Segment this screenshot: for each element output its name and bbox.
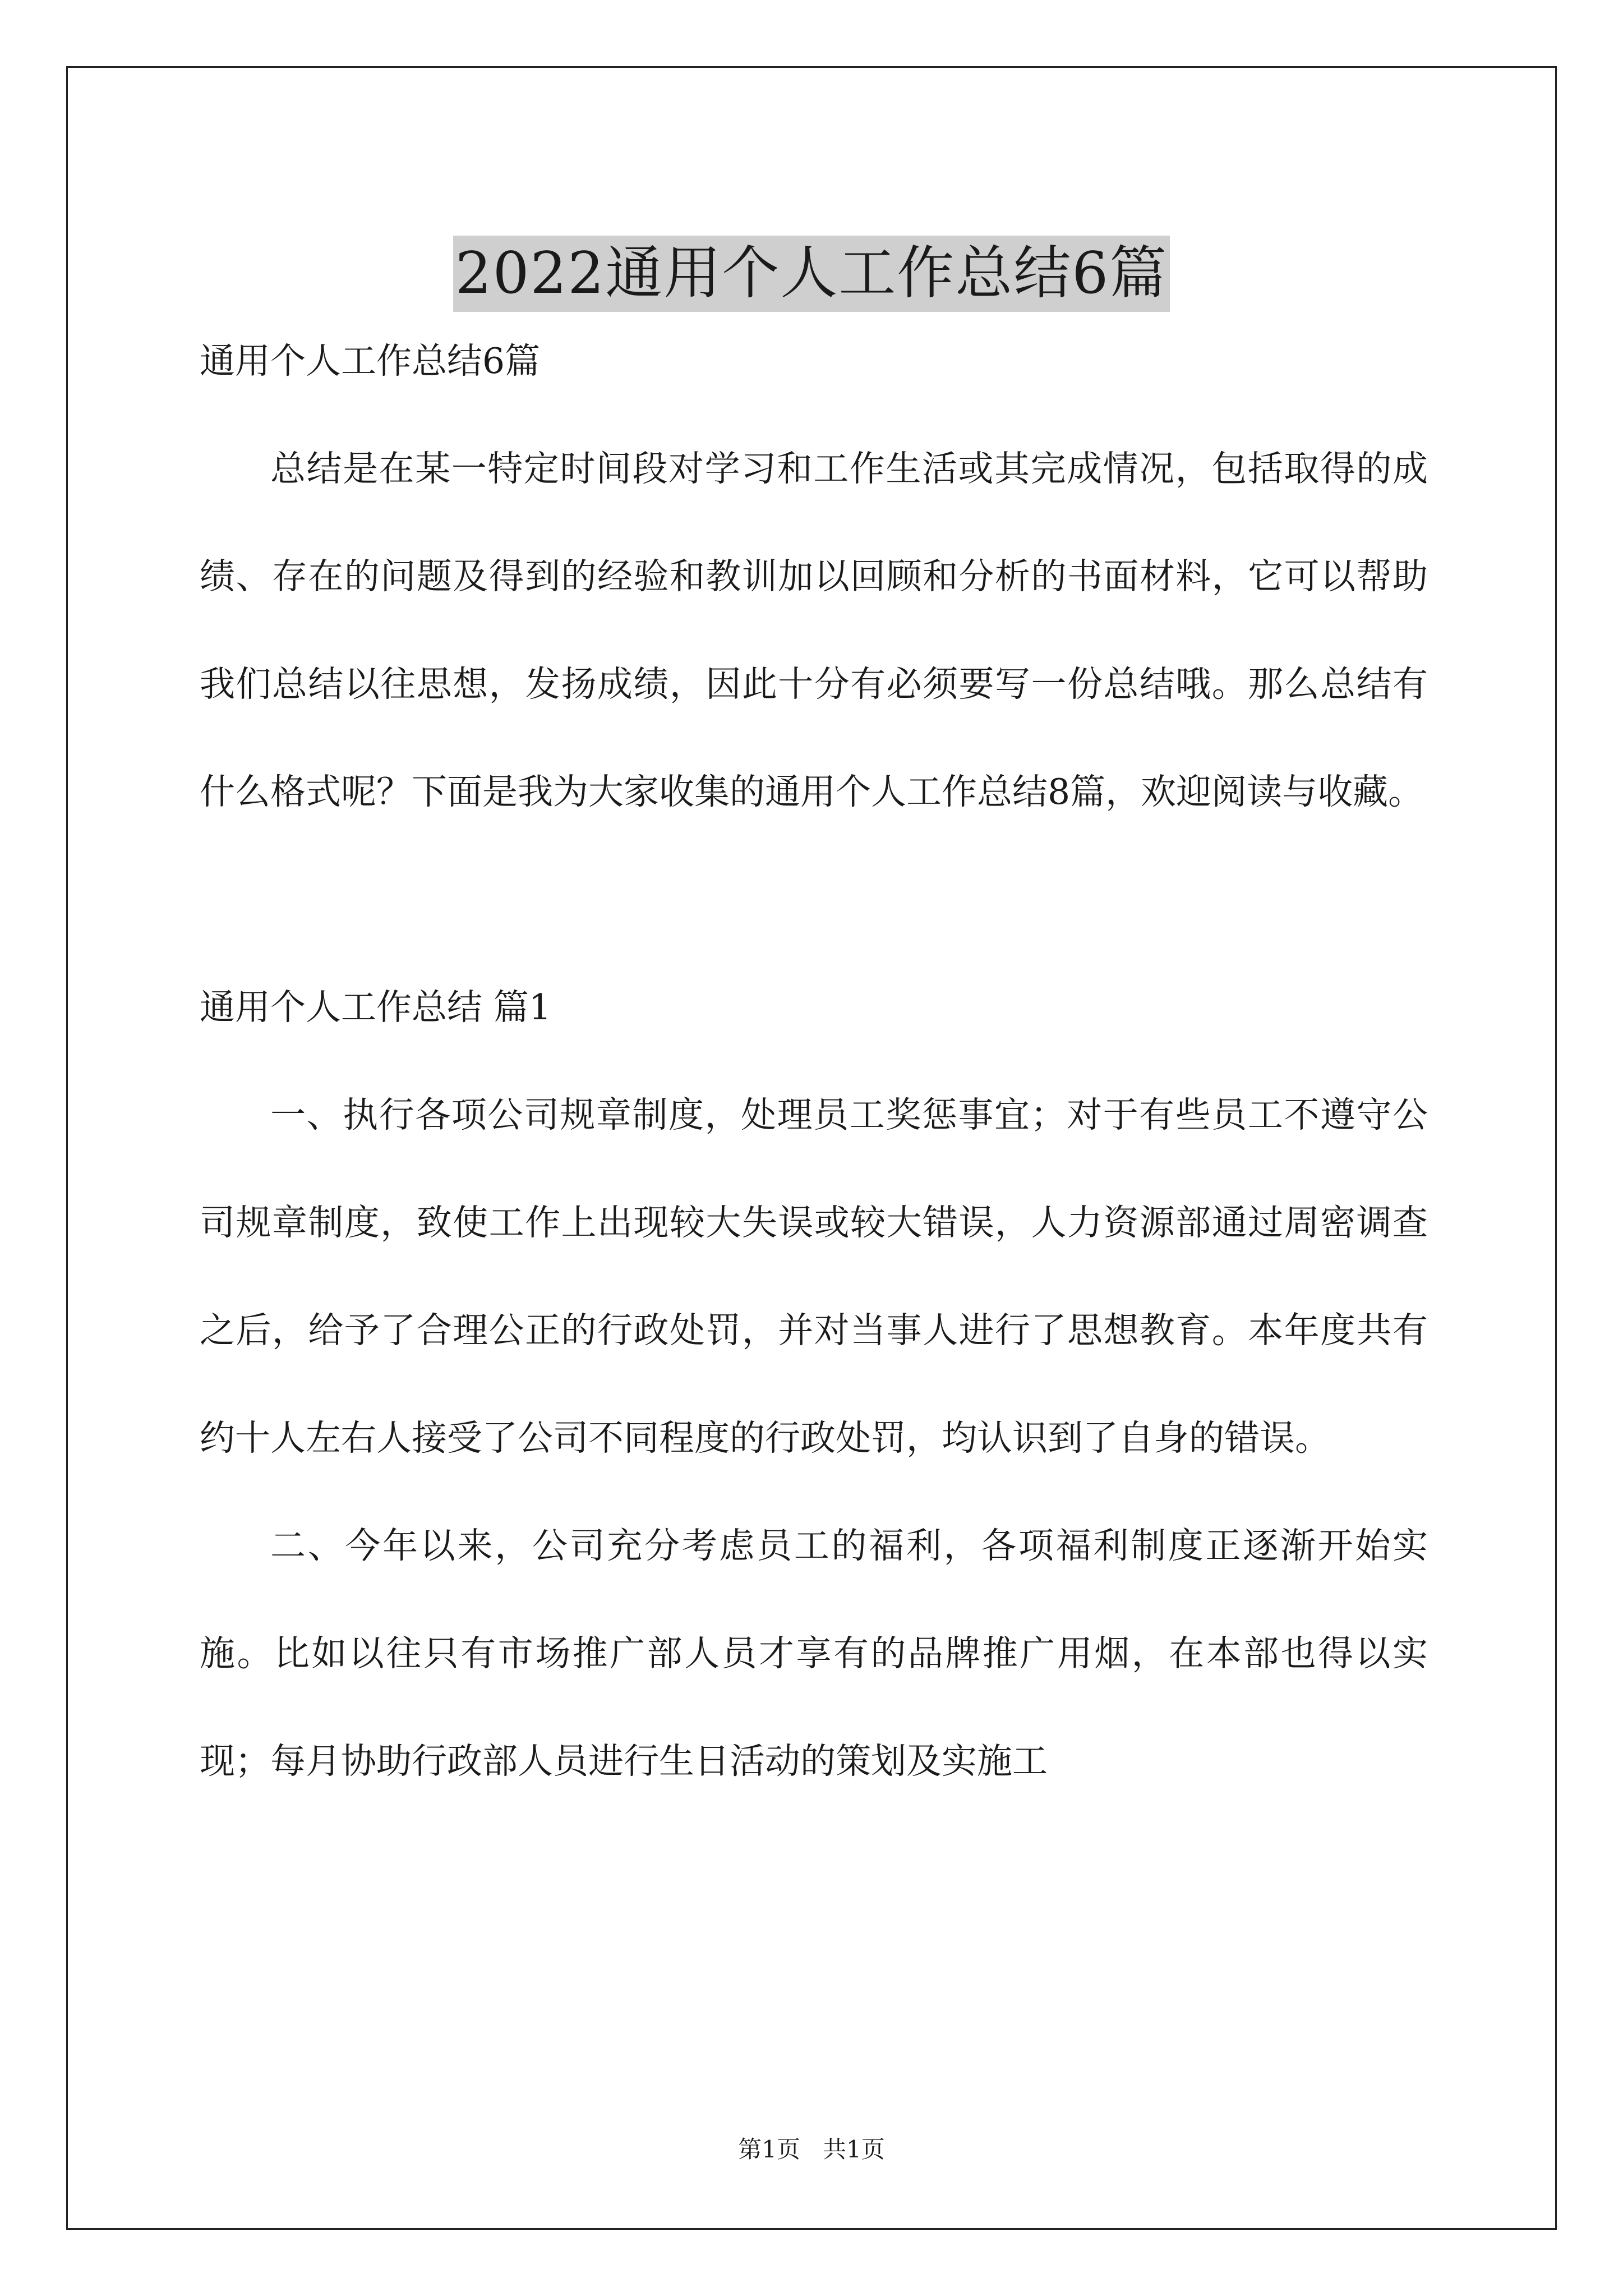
document-title: 2022通用个人工作总结6篇 (453, 236, 1170, 312)
document-body (200, 307, 1428, 1815)
intro-paragraph: 总结是在某一特定时间段对学习和工作生活或其完成情况，包括取得的成绩、存在的问题及得到的经验和教训加以回顾和分析的书面材料，它可以帮助我们总结以往思想，发扬成绩，因此十分有必须要写一份总结哦。那么总结有什么格式呢？下面是我为大家收集的通用个人工作总结8篇，欢迎阅读与收藏。 (200, 448, 1428, 812)
document-subtitle: 通用个人工作总结6篇 (200, 341, 541, 381)
page-footer: 第1页 共1页 (738, 2136, 885, 2163)
section-heading: 通用个人工作总结 篇1 (200, 987, 552, 1028)
section-spacer (200, 846, 1428, 954)
body-paragraph-1: 一、执行各项公司规章制度，处理员工奖惩事宜；对于有些员工不遵守公司规章制度，致使工作上出现较大失误或较大错误，人力资源部通过周密调查之后，给予了合理公正的行政处罚，并对当事人进行了思想教育。本年度共有约十人左右人接受了公司不同程度的行政处罚，均认识到了自身的错误。 (200, 1094, 1428, 1458)
body-paragraph-2: 二、今年以来，公司充分考虑员工的福利，各项福利制度正逐渐开始实施。比如以往只有市场推广部人员才享有的品牌推广用烟，在本部也得以实现；每月协助行政部人员进行生日活动的策划及实施工 (200, 1525, 1428, 1782)
